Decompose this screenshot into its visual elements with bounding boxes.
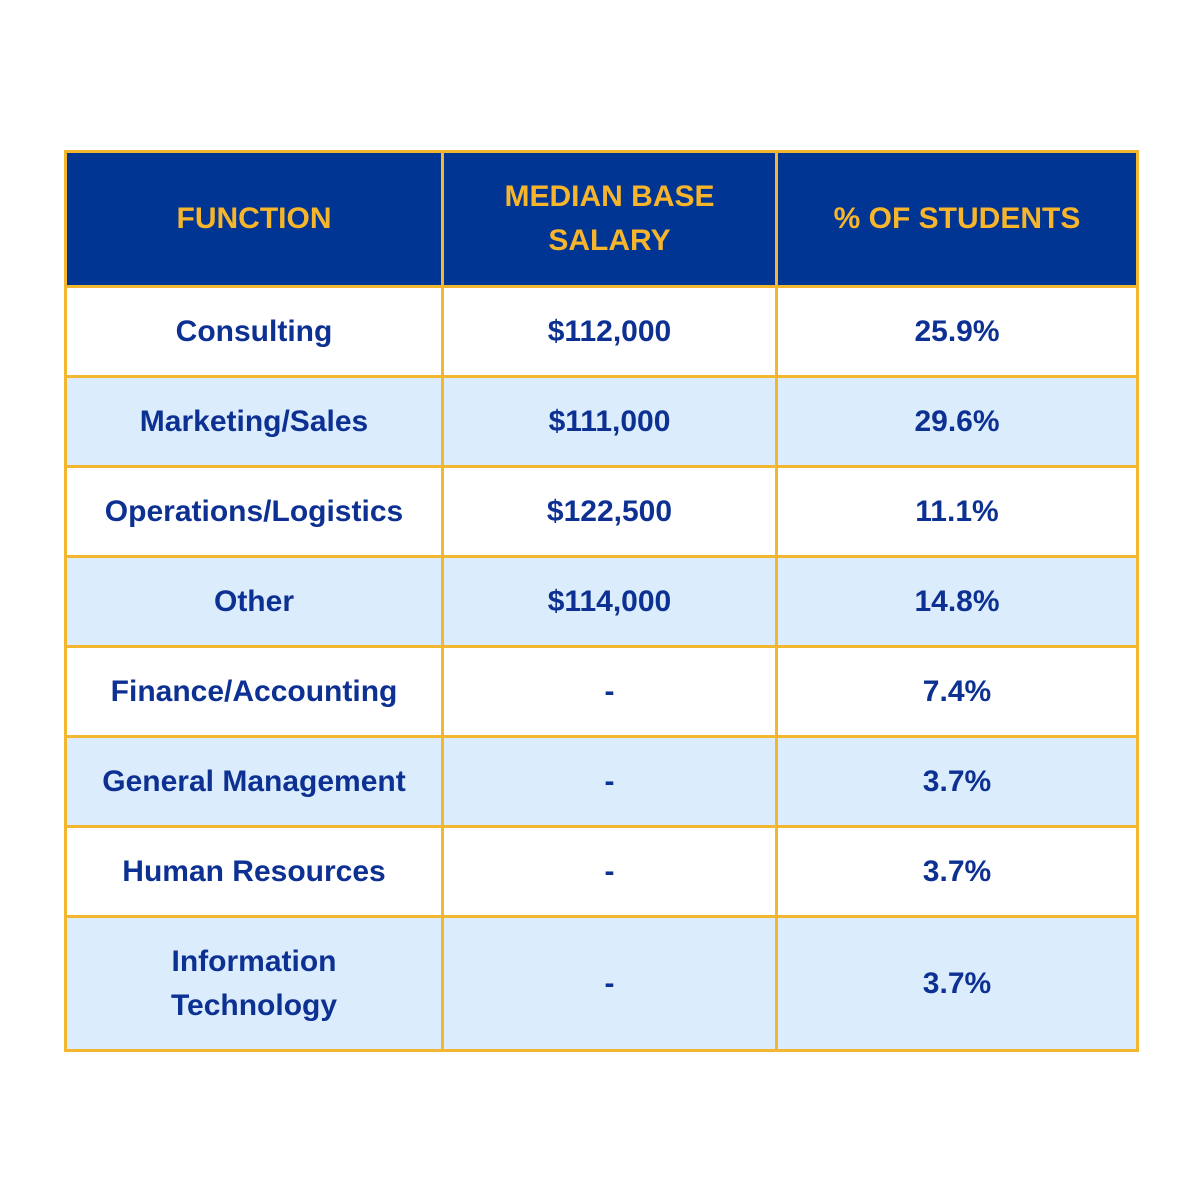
salary-cell: - bbox=[443, 917, 777, 1051]
table-header bbox=[66, 152, 1138, 287]
table-row bbox=[66, 287, 1138, 377]
percent-cell: 29.6% bbox=[777, 377, 1138, 467]
salary-cell: $111,000 bbox=[443, 377, 777, 467]
percent-cell: 11.1% bbox=[777, 467, 1138, 557]
table-row bbox=[66, 467, 1138, 557]
salary-cell: - bbox=[443, 737, 777, 827]
function-cell: Consulting bbox=[66, 287, 443, 377]
function-cell: Human Resources bbox=[66, 827, 443, 917]
function-cell: Operations/Logistics bbox=[66, 467, 443, 557]
percent-cell: 3.7% bbox=[777, 737, 1138, 827]
salary-by-function-table bbox=[64, 150, 1139, 1052]
function-cell: General Management bbox=[66, 737, 443, 827]
function-cell: Marketing/Sales bbox=[66, 377, 443, 467]
table-row bbox=[66, 557, 1138, 647]
salary-cell: $114,000 bbox=[443, 557, 777, 647]
salary-cell: - bbox=[443, 827, 777, 917]
percent-cell: 3.7% bbox=[777, 827, 1138, 917]
table-row bbox=[66, 827, 1138, 917]
table-row bbox=[66, 737, 1138, 827]
percent-cell: 25.9% bbox=[777, 287, 1138, 377]
percent-cell: 7.4% bbox=[777, 647, 1138, 737]
salary-cell: $122,500 bbox=[443, 467, 777, 557]
header-median-base-salary: MEDIAN BASE SALARY bbox=[443, 152, 777, 287]
header-percent-of-students: % OF STUDENTS bbox=[777, 152, 1138, 287]
table-row bbox=[66, 917, 1138, 1051]
percent-cell: 3.7% bbox=[777, 917, 1138, 1051]
table-body bbox=[66, 287, 1138, 1051]
function-cell: Information Technology bbox=[66, 917, 443, 1051]
header-function: FUNCTION bbox=[66, 152, 443, 287]
function-cell: Finance/Accounting bbox=[66, 647, 443, 737]
function-cell: Other bbox=[66, 557, 443, 647]
table-row bbox=[66, 377, 1138, 467]
salary-cell: - bbox=[443, 647, 777, 737]
header-row bbox=[66, 152, 1138, 287]
salary-cell: $112,000 bbox=[443, 287, 777, 377]
salary-table-container bbox=[64, 150, 1136, 1052]
percent-cell: 14.8% bbox=[777, 557, 1138, 647]
table-row bbox=[66, 647, 1138, 737]
